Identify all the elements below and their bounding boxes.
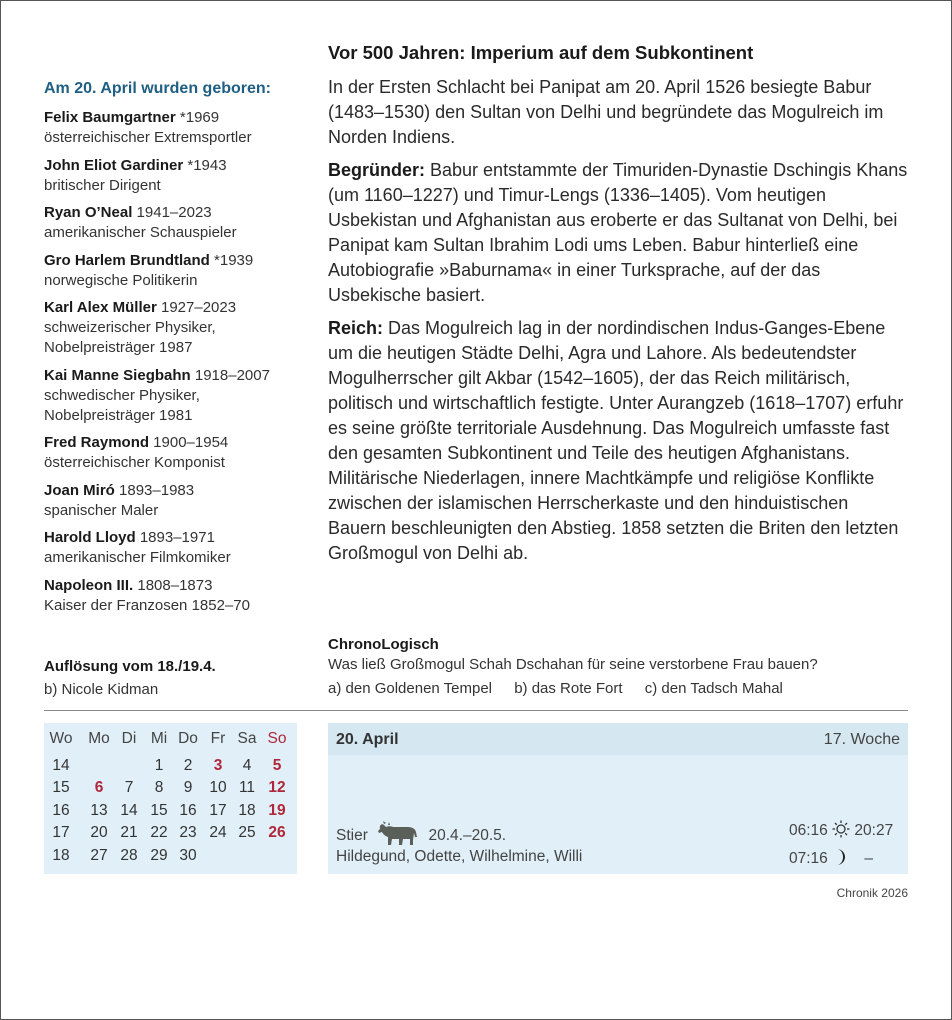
calendar-day: 28 bbox=[120, 846, 138, 864]
moon-times bbox=[789, 848, 873, 871]
birth-dates: 1900–1954 bbox=[149, 434, 229, 451]
birth-entry bbox=[44, 576, 314, 616]
zodiac-range: 20.4.–20.5. bbox=[428, 827, 507, 844]
birth-entry bbox=[44, 251, 314, 291]
quiz-title: ChronoLogisch bbox=[328, 636, 439, 653]
calendar-day: 6 bbox=[94, 779, 104, 796]
calendar-day: 2 bbox=[183, 756, 193, 774]
birth-entry bbox=[44, 156, 314, 196]
birth-dates: *1943 bbox=[183, 156, 227, 174]
name-days: Hildegund, Odette, Wilhelmine, Willi bbox=[336, 848, 583, 865]
birth-description: österreichischer Extremsportler bbox=[44, 129, 252, 146]
zodiac-row bbox=[336, 820, 506, 851]
sunrise-time: 06:16 bbox=[789, 822, 828, 839]
birth-name: John Eliot Gardiner bbox=[44, 156, 184, 174]
calendar-day: 13 bbox=[90, 801, 108, 819]
calendar-day: 23 bbox=[179, 824, 197, 841]
birth-dates: *1969 bbox=[175, 109, 220, 126]
birth-dates: 1941–2023 bbox=[132, 204, 212, 221]
calendar-day: 1 bbox=[154, 756, 164, 774]
day-date: 20. April bbox=[336, 731, 399, 748]
calendar-header-mo: Mo bbox=[88, 730, 110, 747]
bull-icon bbox=[376, 820, 420, 851]
calendar-day: 29 bbox=[150, 846, 168, 864]
birth-dates: *1939 bbox=[209, 251, 254, 269]
article-founder bbox=[328, 158, 910, 308]
sunset-time: 20:27 bbox=[854, 822, 894, 839]
calendar-day: 18 bbox=[238, 801, 256, 819]
birth-entry bbox=[44, 108, 314, 148]
calendar-day: 20 bbox=[90, 824, 108, 841]
article-title: Vor 500 Jahren: Imperium auf dem Subkontinent bbox=[328, 42, 754, 63]
day-week: 17. Woche bbox=[823, 731, 900, 748]
birth-dates: 1808–1873 bbox=[133, 576, 213, 594]
calendar-day: 15 bbox=[150, 801, 168, 819]
calendar-day: 3 bbox=[213, 756, 223, 774]
birth-description: schwedischer Physiker, bbox=[44, 386, 200, 404]
birth-name: Fred Raymond bbox=[44, 434, 150, 451]
calendar-week-number: 18 bbox=[52, 846, 70, 864]
birth-dates: 1893–1983 bbox=[114, 481, 195, 499]
births-heading: Am 20. April wurden geboren: bbox=[44, 80, 271, 97]
calendar-week-number: 17 bbox=[52, 824, 70, 841]
calendar-day: 10 bbox=[209, 779, 227, 796]
calendar-day: 11 bbox=[238, 779, 256, 796]
birth-description: spanischer Maler bbox=[44, 501, 159, 519]
calendar-day: 26 bbox=[268, 824, 286, 841]
moonrise-time: 07:16 bbox=[789, 850, 828, 867]
calendar-week-number: 14 bbox=[52, 756, 70, 774]
calendar-day: 30 bbox=[179, 846, 197, 864]
birth-description: amerikanischer Schauspieler bbox=[44, 224, 237, 241]
birth-dates: 1918–2007 bbox=[190, 366, 270, 384]
calendar-day: 17 bbox=[209, 801, 227, 819]
birth-description: norwegische Politikerin bbox=[44, 271, 198, 289]
birth-name: Felix Baumgartner bbox=[44, 109, 176, 126]
calendar-week-number: 15 bbox=[52, 779, 70, 796]
calendar-day: 12 bbox=[268, 779, 286, 796]
calendar-day: 27 bbox=[90, 846, 108, 864]
calendar-header-so: So bbox=[267, 730, 287, 747]
calendar-day: 5 bbox=[272, 756, 282, 774]
day-header-bar bbox=[328, 723, 908, 755]
empire-text: Das Mogulreich lag in der nordindischen Indus-Ganges-Ebene um die heutigen Städte Delhi, Agra und Lahore. Als bedeutendster Mogulherrscher gilt Akbar (1542–1605), der das Reich militärisch, politisch und wirtschaftlich festigte. Unter Aurangzeb (1618–1707) erfuhr es seine größte territoriale Ausdehnung. Das Mogulreich umfasste fast den gesamten Subkontinent und Teile des heutigen Afghanistans. Militärische Niederlagen, innere Machtkämpfe und religiöse Konflikte zwischen der islamischen Herrscherkaste und den hinduistischen Bauern beschleunigten den Abstieg. 1858 setzten die Briten den letzten Großmogul von Delhi ab. bbox=[328, 318, 904, 563]
quiz-answer-a: a) den Goldenen Tempel bbox=[328, 680, 493, 697]
birth-name: Karl Alex Müller bbox=[44, 299, 157, 316]
calendar-header-wo: Wo bbox=[49, 730, 73, 747]
birth-entry bbox=[44, 481, 314, 521]
founder-text: Babur entstammte der Timuriden-Dynastie Dschingis Khans (um 1160–1227) und Timur-Lengs (1336–1405). Vom heutigen Usbekistan und Afghanistan aus eroberte er das Sultanat von Delhi, bei Panipat kam Sultan Ibrahim Lodi ums Leben. Babur hinterließ eine Autobiografie »Baburnama« in einer Turksprache, auf der das Usbekische basiert. bbox=[328, 160, 908, 305]
sun-icon bbox=[832, 820, 850, 843]
birth-name: Kai Manne Siegbahn bbox=[44, 366, 191, 384]
birth-description: amerikanischer Filmkomiker bbox=[44, 549, 231, 566]
birth-name: Napoleon III. bbox=[44, 576, 134, 594]
birth-description: britischer Dirigent bbox=[44, 176, 161, 194]
solution-text: b) Nicole Kidman bbox=[44, 681, 159, 698]
founder-lead: Begründer: bbox=[328, 160, 426, 180]
calendar-day: 19 bbox=[268, 801, 286, 819]
births-list bbox=[44, 108, 314, 623]
zodiac-label: Stier bbox=[336, 827, 368, 844]
calendar-day: 14 bbox=[120, 801, 138, 819]
divider bbox=[44, 710, 908, 711]
article-body bbox=[328, 75, 910, 574]
quiz-answers bbox=[328, 680, 801, 697]
calendar-day: 4 bbox=[242, 756, 252, 774]
calendar-day: 16 bbox=[179, 801, 197, 819]
birth-entry bbox=[44, 528, 314, 568]
birth-entry bbox=[44, 298, 314, 358]
birth-name: Gro Harlem Brundtland bbox=[44, 251, 210, 269]
quiz-answer-b: b) das Rote Fort bbox=[514, 680, 623, 697]
calendar-header-sa: Sa bbox=[237, 730, 257, 747]
birth-name: Ryan O’Neal bbox=[44, 204, 133, 221]
article-empire bbox=[328, 316, 910, 566]
birth-entry bbox=[44, 433, 314, 473]
calendar-day: 7 bbox=[124, 779, 134, 796]
solution-title: Auflösung vom 18./19.4. bbox=[44, 658, 216, 675]
calendar-day: 24 bbox=[209, 824, 227, 841]
birth-name: Joan Miró bbox=[44, 481, 115, 499]
calendar-header-fr: Fr bbox=[210, 730, 226, 747]
birth-description: Nobelpreisträger 1981 bbox=[44, 406, 193, 424]
birth-description: österreichischer Komponist bbox=[44, 454, 225, 471]
calendar-day: 8 bbox=[154, 779, 164, 796]
birth-entry bbox=[44, 203, 314, 243]
footer-label: Chronik 2026 bbox=[836, 886, 908, 900]
birth-name: Harold Lloyd bbox=[44, 529, 136, 546]
calendar-day: 22 bbox=[150, 824, 168, 841]
birth-dates: 1927–2023 bbox=[156, 299, 237, 316]
calendar-header-do: Do bbox=[178, 730, 198, 747]
moonset-time: – bbox=[864, 850, 874, 867]
quiz-answer-c: c) den Tadsch Mahal bbox=[644, 680, 783, 697]
moon-icon bbox=[834, 848, 848, 871]
calendar-header-di: Di bbox=[121, 730, 137, 747]
article-intro: In der Ersten Schlacht bei Panipat am 20. April 1526 besiegte Babur (1483–1530) den Sultan von Delhi und begründete das Mogulreich im Norden Indiens. bbox=[328, 77, 884, 147]
birth-dates: 1893–1971 bbox=[135, 529, 215, 546]
quiz-question: Was ließ Großmogul Schah Dschahan für seine verstorbene Frau bauen? bbox=[328, 656, 818, 673]
empire-lead: Reich: bbox=[328, 318, 384, 338]
birth-description: Nobelpreisträger 1987 bbox=[44, 339, 193, 356]
birth-description: Kaiser der Franzosen 1852–70 bbox=[44, 596, 250, 614]
birth-entry bbox=[44, 366, 314, 426]
calendar-day: 25 bbox=[238, 824, 256, 841]
calendar-header-mi: Mi bbox=[150, 730, 168, 747]
sun-times bbox=[789, 820, 893, 843]
calendar-week-number: 16 bbox=[52, 801, 70, 819]
calendar-day: 9 bbox=[183, 779, 193, 796]
calendar-day: 21 bbox=[120, 824, 138, 841]
birth-description: schweizerischer Physiker, bbox=[44, 319, 216, 336]
